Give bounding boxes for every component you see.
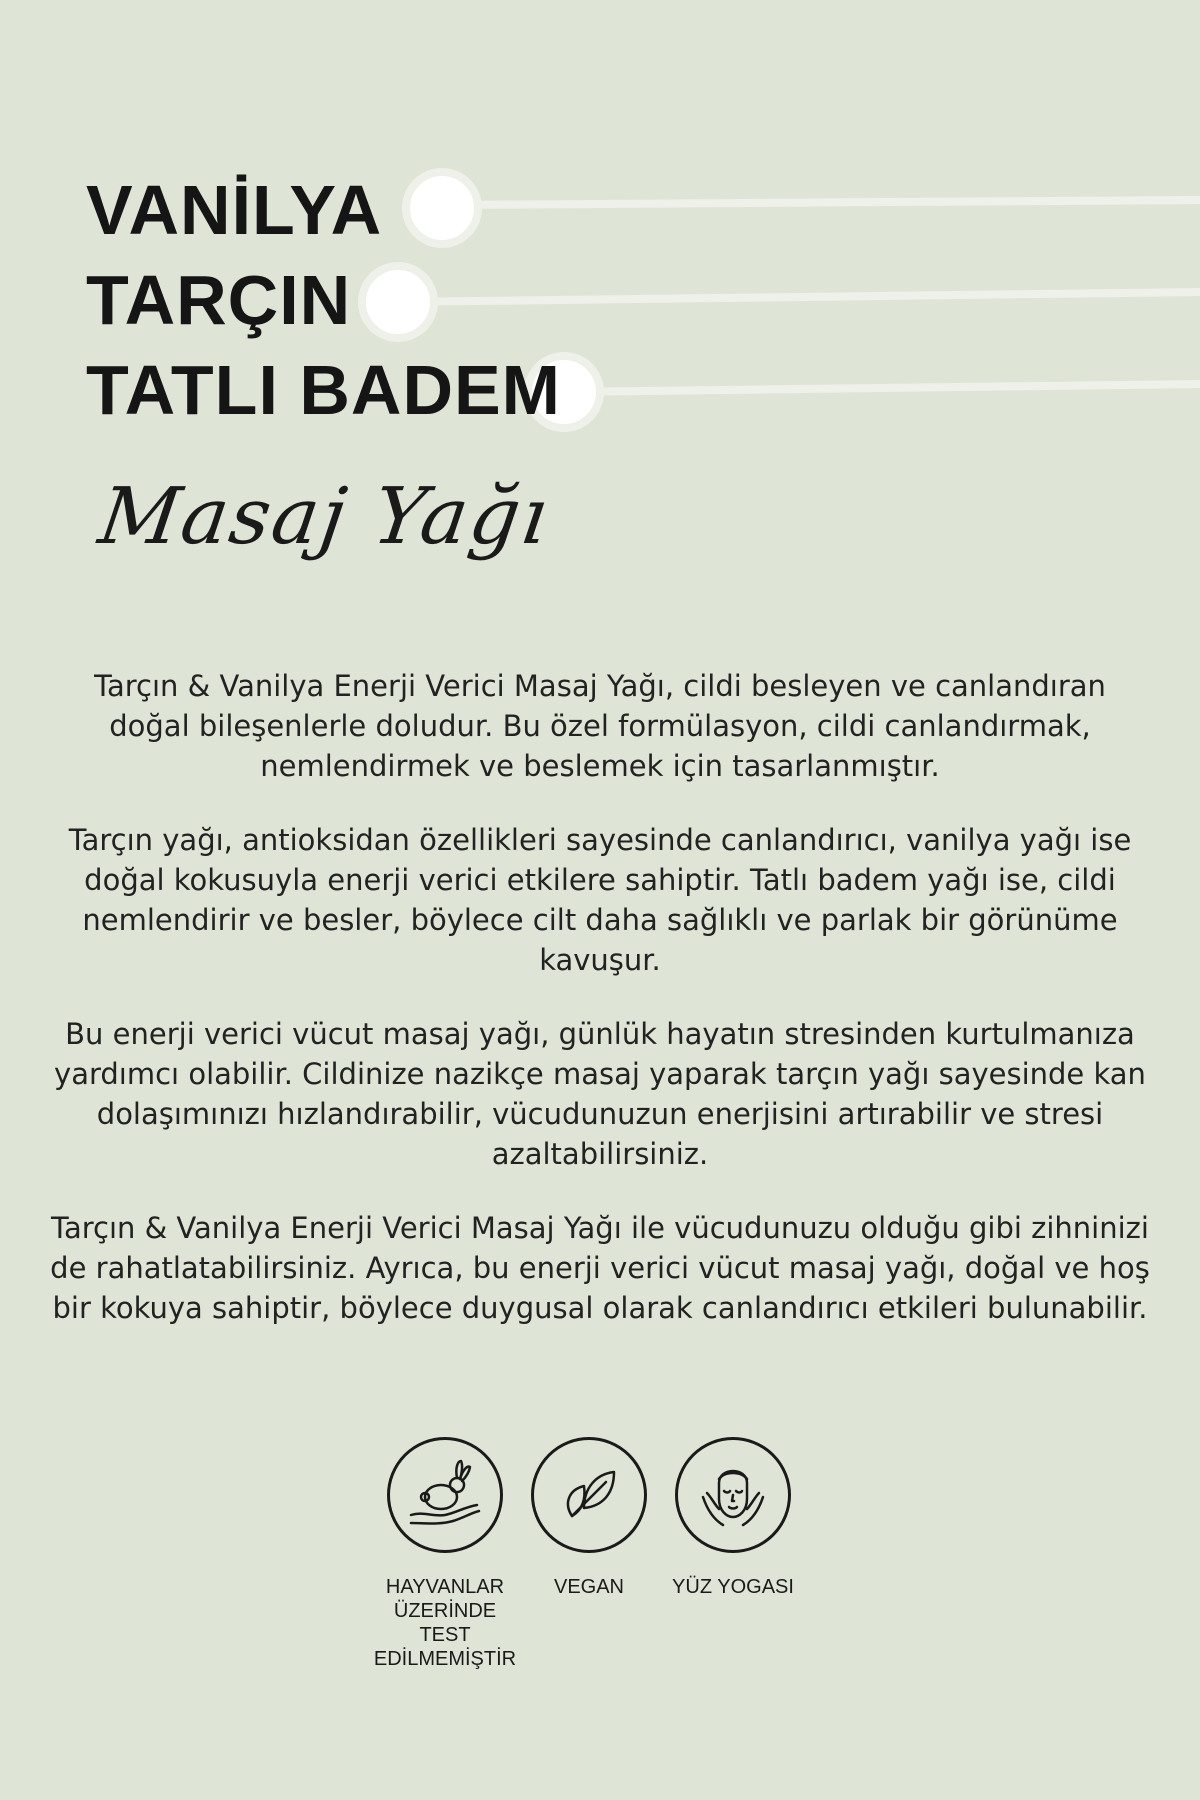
leaf-icon	[554, 1460, 624, 1530]
ingredient-list	[86, 165, 561, 435]
badge-face-yoga	[673, 1437, 793, 1671]
badge-circle	[531, 1437, 647, 1553]
badge-vegan	[529, 1437, 649, 1671]
description-paragraph-1: Tarçın & Vanilya Enerji Verici Masaj Yağı, cildi besleyen ve canlandıran doğal bileşenlerle doludur. Bu özel formülasyon, cildi canlandırmak, nemlendirmek ve beslemek için tasarlanmıştır.	[94, 669, 1106, 783]
ingredient-tatli-badem: TATLI BADEM	[86, 351, 561, 429]
rabbit-hand-icon	[403, 1453, 487, 1537]
badge-circle	[387, 1437, 503, 1553]
description-paragraph-3: Bu enerji verici vücut masaj yağı, günlük hayatın stresinden kurtulmanıza yardımcı olabilir. Cildinize nazikçe masaj yaparak tarçın yağı sayesinde kan dolaşımınızı hızlandırabilir, vücudunuzun enerjisini artırabilir ve stresi azaltabilirsiniz.	[54, 1017, 1146, 1171]
badge-circle	[675, 1437, 791, 1553]
badge-label: VEGAN	[553, 1576, 625, 1598]
ingredient-tarcin: TARÇIN	[86, 261, 352, 339]
product-description	[50, 666, 1150, 1362]
dot-line-3	[528, 356, 1200, 428]
badge-label: YÜZ YOGASI	[672, 1576, 794, 1598]
product-type-title: Masaj Yağı	[93, 472, 556, 562]
badge-cruelty-free	[373, 1437, 517, 1671]
description-paragraph-2: Tarçın yağı, antioksidan özellikleri sayesinde canlandırıcı, vanilya yağı ise doğal kokusuyla enerji verici etkilere sahiptir. Tatlı badem yağı ise, cildi nemlendirir ve besler, böylece cilt daha sağlıklı ve parlak bir görünüme kavuşur.	[68, 823, 1132, 977]
feature-badges	[373, 1437, 794, 1671]
description-paragraph-4: Tarçın & Vanilya Enerji Verici Masaj Yağı ile vücudunuzu olduğu gibi zihninizi de rahatlatabilirsiniz. Ayrıca, bu enerji verici vücut masaj yağı, doğal ve hoş bir kokuya sahiptir, böylece duygusal olarak canlandırıcı etkileri bulunabilir.	[50, 1211, 1150, 1325]
face-hands-icon	[691, 1453, 775, 1537]
ingredient-vanilya: VANİLYA	[86, 171, 383, 249]
badge-label: HAYVANLAR ÜZERİNDE TEST EDİLMEMİŞTİR	[373, 1576, 517, 1670]
